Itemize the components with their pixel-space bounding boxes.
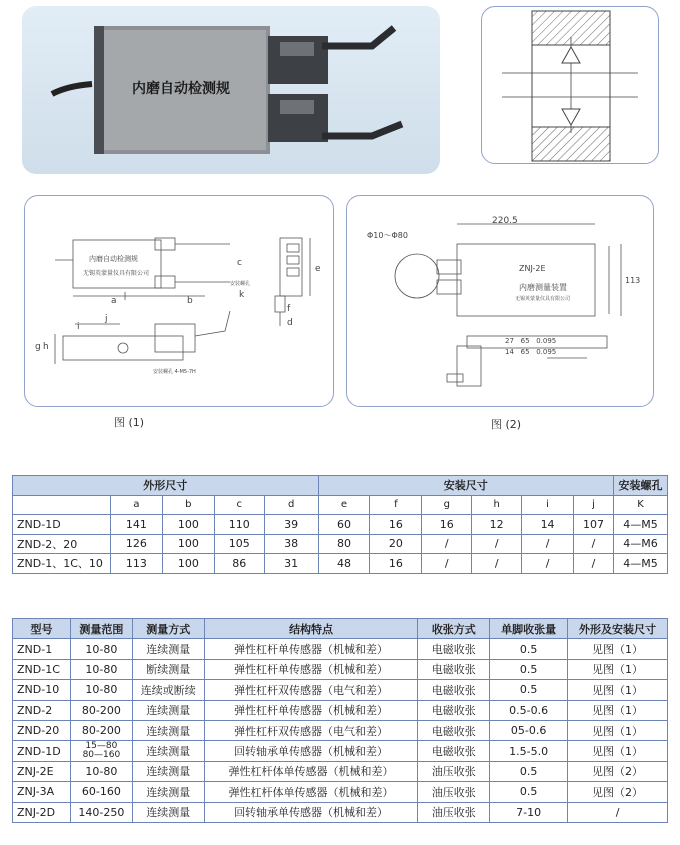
subheader-cell: i bbox=[522, 495, 574, 515]
header-outer-dimensions: 外形尺寸 bbox=[13, 476, 319, 496]
figure-2-model: ZNJ-2E bbox=[519, 264, 546, 273]
figure-1-box-text-1: 内磨自动检测规 bbox=[89, 255, 138, 263]
figure-2-dim-row2-b: 65 bbox=[520, 348, 530, 356]
range-cell: 10-80 bbox=[70, 761, 132, 781]
figure-2-caption: 图 (2) bbox=[491, 418, 522, 431]
range-cell: 80-200 bbox=[70, 720, 132, 740]
header-retraction: 收张方式 bbox=[418, 619, 490, 639]
figure-1-panel bbox=[24, 195, 334, 407]
table-cell: / bbox=[472, 534, 522, 554]
figure-2-box-text-1: 内磨测量装置 bbox=[519, 283, 567, 292]
header-dimensions-ref: 外形及安装尺寸 bbox=[568, 619, 668, 639]
method-cell: 连续测量 bbox=[132, 741, 204, 761]
subheader-cell: b bbox=[162, 495, 214, 515]
figure-1-label-e: e bbox=[315, 264, 321, 274]
structure-cell: 弹性杠杆体单传感器（机械和差） bbox=[204, 782, 418, 802]
structure-cell: 弹性杠杆单传感器（机械和差） bbox=[204, 700, 418, 720]
amount-cell: 0.5 bbox=[490, 761, 568, 781]
retraction-cell: 油压收张 bbox=[418, 761, 490, 781]
amount-cell: 0.5 bbox=[490, 782, 568, 802]
retraction-cell: 电磁收张 bbox=[418, 700, 490, 720]
table-cell: 16 bbox=[370, 554, 422, 574]
retraction-cell: 电磁收张 bbox=[418, 720, 490, 740]
retraction-cell: 电磁收张 bbox=[418, 741, 490, 761]
table-row bbox=[13, 741, 668, 761]
table-cell: / bbox=[422, 534, 472, 554]
range-cell: 10-80 bbox=[70, 639, 132, 659]
subheader-cell: f bbox=[370, 495, 422, 515]
retraction-cell: 电磁收张 bbox=[418, 680, 490, 700]
figure-2-dim-row2-a: 14 bbox=[505, 348, 514, 356]
figure-2-dim-height: 113 bbox=[625, 276, 641, 285]
figure-2-dim-row2 bbox=[505, 348, 556, 356]
header-mount-dimensions: 安装尺寸 bbox=[318, 476, 613, 496]
table-cell: ZND-1、1C、10 bbox=[13, 554, 111, 574]
figure-1-bottom-label: 安装螺孔 4-M5-7H bbox=[153, 369, 196, 375]
retraction-cell: 电磁收张 bbox=[418, 639, 490, 659]
amount-cell: 1.5-5.0 bbox=[490, 741, 568, 761]
reference-cell: 见图（1） bbox=[568, 741, 668, 761]
table-row bbox=[13, 534, 668, 554]
subheader-blank bbox=[13, 495, 111, 515]
figure-1-label-i: i bbox=[77, 322, 80, 332]
structure-cell: 回转轴承单传感器（机械和差） bbox=[204, 802, 418, 822]
section-diagram-panel bbox=[481, 6, 659, 164]
header-mount-hole: 安装螺孔 bbox=[613, 476, 667, 496]
table-cell: 16 bbox=[422, 515, 472, 535]
header-range: 测量范围 bbox=[70, 619, 132, 639]
subheader-cell: a bbox=[110, 495, 162, 515]
amount-cell: 0.5 bbox=[490, 659, 568, 679]
subheader-cell: e bbox=[318, 495, 370, 515]
model-cell: ZND-1D bbox=[13, 741, 71, 761]
method-cell: 断续测量 bbox=[132, 659, 204, 679]
product-photo bbox=[22, 6, 440, 174]
reference-cell: 见图（2） bbox=[568, 761, 668, 781]
structure-cell: 弹性杠杆双传感器（电气和差） bbox=[204, 720, 418, 740]
product-label: 内磨自动检测规 bbox=[132, 81, 230, 97]
range-cell: 15—80 80—160 bbox=[70, 741, 132, 761]
subheader-cell: K bbox=[613, 495, 667, 515]
method-cell: 连续测量 bbox=[132, 802, 204, 822]
table-row bbox=[13, 639, 668, 659]
reference-cell: 见图（1） bbox=[568, 639, 668, 659]
header-method: 测量方式 bbox=[132, 619, 204, 639]
retraction-cell: 油压收张 bbox=[418, 802, 490, 822]
structure-cell: 弹性杠杆体单传感器（机械和差） bbox=[204, 761, 418, 781]
table-cell: 107 bbox=[574, 515, 614, 535]
section-diagram bbox=[482, 7, 658, 163]
subheader-cell: j bbox=[574, 495, 614, 515]
model-cell: ZND-1 bbox=[13, 639, 71, 659]
table-row bbox=[13, 782, 668, 802]
table-cell: 80 bbox=[318, 534, 370, 554]
table-cell: 4—M5 bbox=[613, 515, 667, 535]
table-cell: 141 bbox=[110, 515, 162, 535]
table-cell: / bbox=[574, 554, 614, 574]
method-cell: 连续测量 bbox=[132, 782, 204, 802]
method-cell: 连续测量 bbox=[132, 700, 204, 720]
table-cell: 100 bbox=[162, 554, 214, 574]
table-cell: 4—M5 bbox=[613, 554, 667, 574]
figure-1-box-text-2: 无锡英蒙量仪具有限公司 bbox=[83, 270, 150, 277]
figure-2-dim-row1-b: 65 bbox=[520, 337, 530, 345]
figure-1-label-f: f bbox=[287, 304, 291, 314]
model-table bbox=[12, 618, 668, 823]
table-row bbox=[13, 802, 668, 822]
table-cell: 20 bbox=[370, 534, 422, 554]
structure-cell: 弹性杠杆双传感器（电气和差） bbox=[204, 680, 418, 700]
range-cell: 10-80 bbox=[70, 680, 132, 700]
figure-1-label-g: g bbox=[35, 342, 41, 352]
table-cell: 100 bbox=[162, 534, 214, 554]
table-row bbox=[13, 554, 668, 574]
range-cell: 60-160 bbox=[70, 782, 132, 802]
table-cell: / bbox=[574, 534, 614, 554]
header-model: 型号 bbox=[13, 619, 71, 639]
model-cell: ZND-1C bbox=[13, 659, 71, 679]
figure-1-mount-label: 安装螺孔 bbox=[230, 281, 251, 287]
table-cell: 16 bbox=[370, 515, 422, 535]
header-structure: 结构特点 bbox=[204, 619, 418, 639]
method-cell: 连续测量 bbox=[132, 761, 204, 781]
amount-cell: 05-0.6 bbox=[490, 720, 568, 740]
figure-2-dim-range: Φ10～Φ80 bbox=[367, 231, 408, 240]
table-cell: 48 bbox=[318, 554, 370, 574]
figure-2-dim-row1-a: 27 bbox=[505, 337, 514, 345]
model-cell: ZND-10 bbox=[13, 680, 71, 700]
table-cell: 38 bbox=[264, 534, 318, 554]
table-row bbox=[13, 700, 668, 720]
header-retraction-amount: 单脚收张量 bbox=[490, 619, 568, 639]
table-cell: 100 bbox=[162, 515, 214, 535]
table-cell: / bbox=[422, 554, 472, 574]
figure-2-box-text-2: 无锡英蒙量仪具有限公司 bbox=[515, 296, 571, 302]
amount-cell: 0.5 bbox=[490, 639, 568, 659]
reference-cell: 见图（1） bbox=[568, 659, 668, 679]
subheader-cell: d bbox=[264, 495, 318, 515]
amount-cell: 0.5 bbox=[490, 680, 568, 700]
subheader-cell: h bbox=[472, 495, 522, 515]
retraction-cell: 油压收张 bbox=[418, 782, 490, 802]
table-row bbox=[13, 720, 668, 740]
figure-2-dim-row2-c: 0.095 bbox=[536, 348, 557, 356]
method-cell: 连续或断续 bbox=[132, 680, 204, 700]
table-cell: 14 bbox=[522, 515, 574, 535]
figure-1-label-j: j bbox=[105, 314, 108, 324]
structure-cell: 弹性杠杆单传感器（机械和差） bbox=[204, 659, 418, 679]
figure-1-label-c: c bbox=[237, 258, 242, 268]
figure-2-dim-width: 220.5 bbox=[492, 216, 518, 226]
table-cell: 110 bbox=[214, 515, 264, 535]
reference-cell: / bbox=[568, 802, 668, 822]
table-row bbox=[13, 680, 668, 700]
model-cell: ZND-20 bbox=[13, 720, 71, 740]
table-cell: / bbox=[522, 554, 574, 574]
table-cell: 105 bbox=[214, 534, 264, 554]
figure-1-caption: 图 (1) bbox=[114, 416, 145, 429]
table-cell: 113 bbox=[110, 554, 162, 574]
figure-1-label-d: d bbox=[287, 318, 293, 328]
structure-cell: 回转轴承单传感器（机械和差） bbox=[204, 741, 418, 761]
method-cell: 连续测量 bbox=[132, 639, 204, 659]
table-cell: 4—M6 bbox=[613, 534, 667, 554]
figure-1-label-k: k bbox=[239, 290, 245, 300]
model-cell: ZND-2 bbox=[13, 700, 71, 720]
amount-cell: 7-10 bbox=[490, 802, 568, 822]
range-cell: 80-200 bbox=[70, 700, 132, 720]
figure-2-dim-row1 bbox=[505, 337, 556, 345]
table-cell: 39 bbox=[264, 515, 318, 535]
figure-1-label-a: a bbox=[111, 296, 117, 306]
reference-cell: 见图（1） bbox=[568, 680, 668, 700]
figure-2-panel bbox=[346, 195, 654, 407]
product-photo-panel bbox=[22, 6, 440, 174]
range-cell: 140-250 bbox=[70, 802, 132, 822]
table-cell: / bbox=[472, 554, 522, 574]
reference-cell: 见图（1） bbox=[568, 720, 668, 740]
retraction-cell: 电磁收张 bbox=[418, 659, 490, 679]
model-cell: ZNJ-2E bbox=[13, 761, 71, 781]
amount-cell: 0.5-0.6 bbox=[490, 700, 568, 720]
figure-1-label-h: h bbox=[43, 342, 49, 352]
range-cell: 10-80 bbox=[70, 659, 132, 679]
table-row bbox=[13, 515, 668, 535]
method-cell: 连续测量 bbox=[132, 720, 204, 740]
figure-2-dim-row1-c: 0.095 bbox=[536, 337, 557, 345]
reference-cell: 见图（1） bbox=[568, 700, 668, 720]
table-cell: 60 bbox=[318, 515, 370, 535]
table-row bbox=[13, 761, 668, 781]
structure-cell: 弹性杠杆单传感器（机械和差） bbox=[204, 639, 418, 659]
dimension-table bbox=[12, 475, 668, 574]
subheader-cell: g bbox=[422, 495, 472, 515]
model-cell: ZNJ-3A bbox=[13, 782, 71, 802]
figure-2-drawing bbox=[347, 196, 653, 406]
model-cell: ZNJ-2D bbox=[13, 802, 71, 822]
table-cell: 12 bbox=[472, 515, 522, 535]
reference-cell: 见图（2） bbox=[568, 782, 668, 802]
figure-1-label-b: b bbox=[187, 296, 193, 306]
table-cell: 31 bbox=[264, 554, 318, 574]
table-cell: / bbox=[522, 534, 574, 554]
table-cell: ZND-1D bbox=[13, 515, 111, 535]
table-cell: 86 bbox=[214, 554, 264, 574]
subheader-cell: c bbox=[214, 495, 264, 515]
table-cell: 126 bbox=[110, 534, 162, 554]
table-cell: ZND-2、20 bbox=[13, 534, 111, 554]
table-row bbox=[13, 659, 668, 679]
